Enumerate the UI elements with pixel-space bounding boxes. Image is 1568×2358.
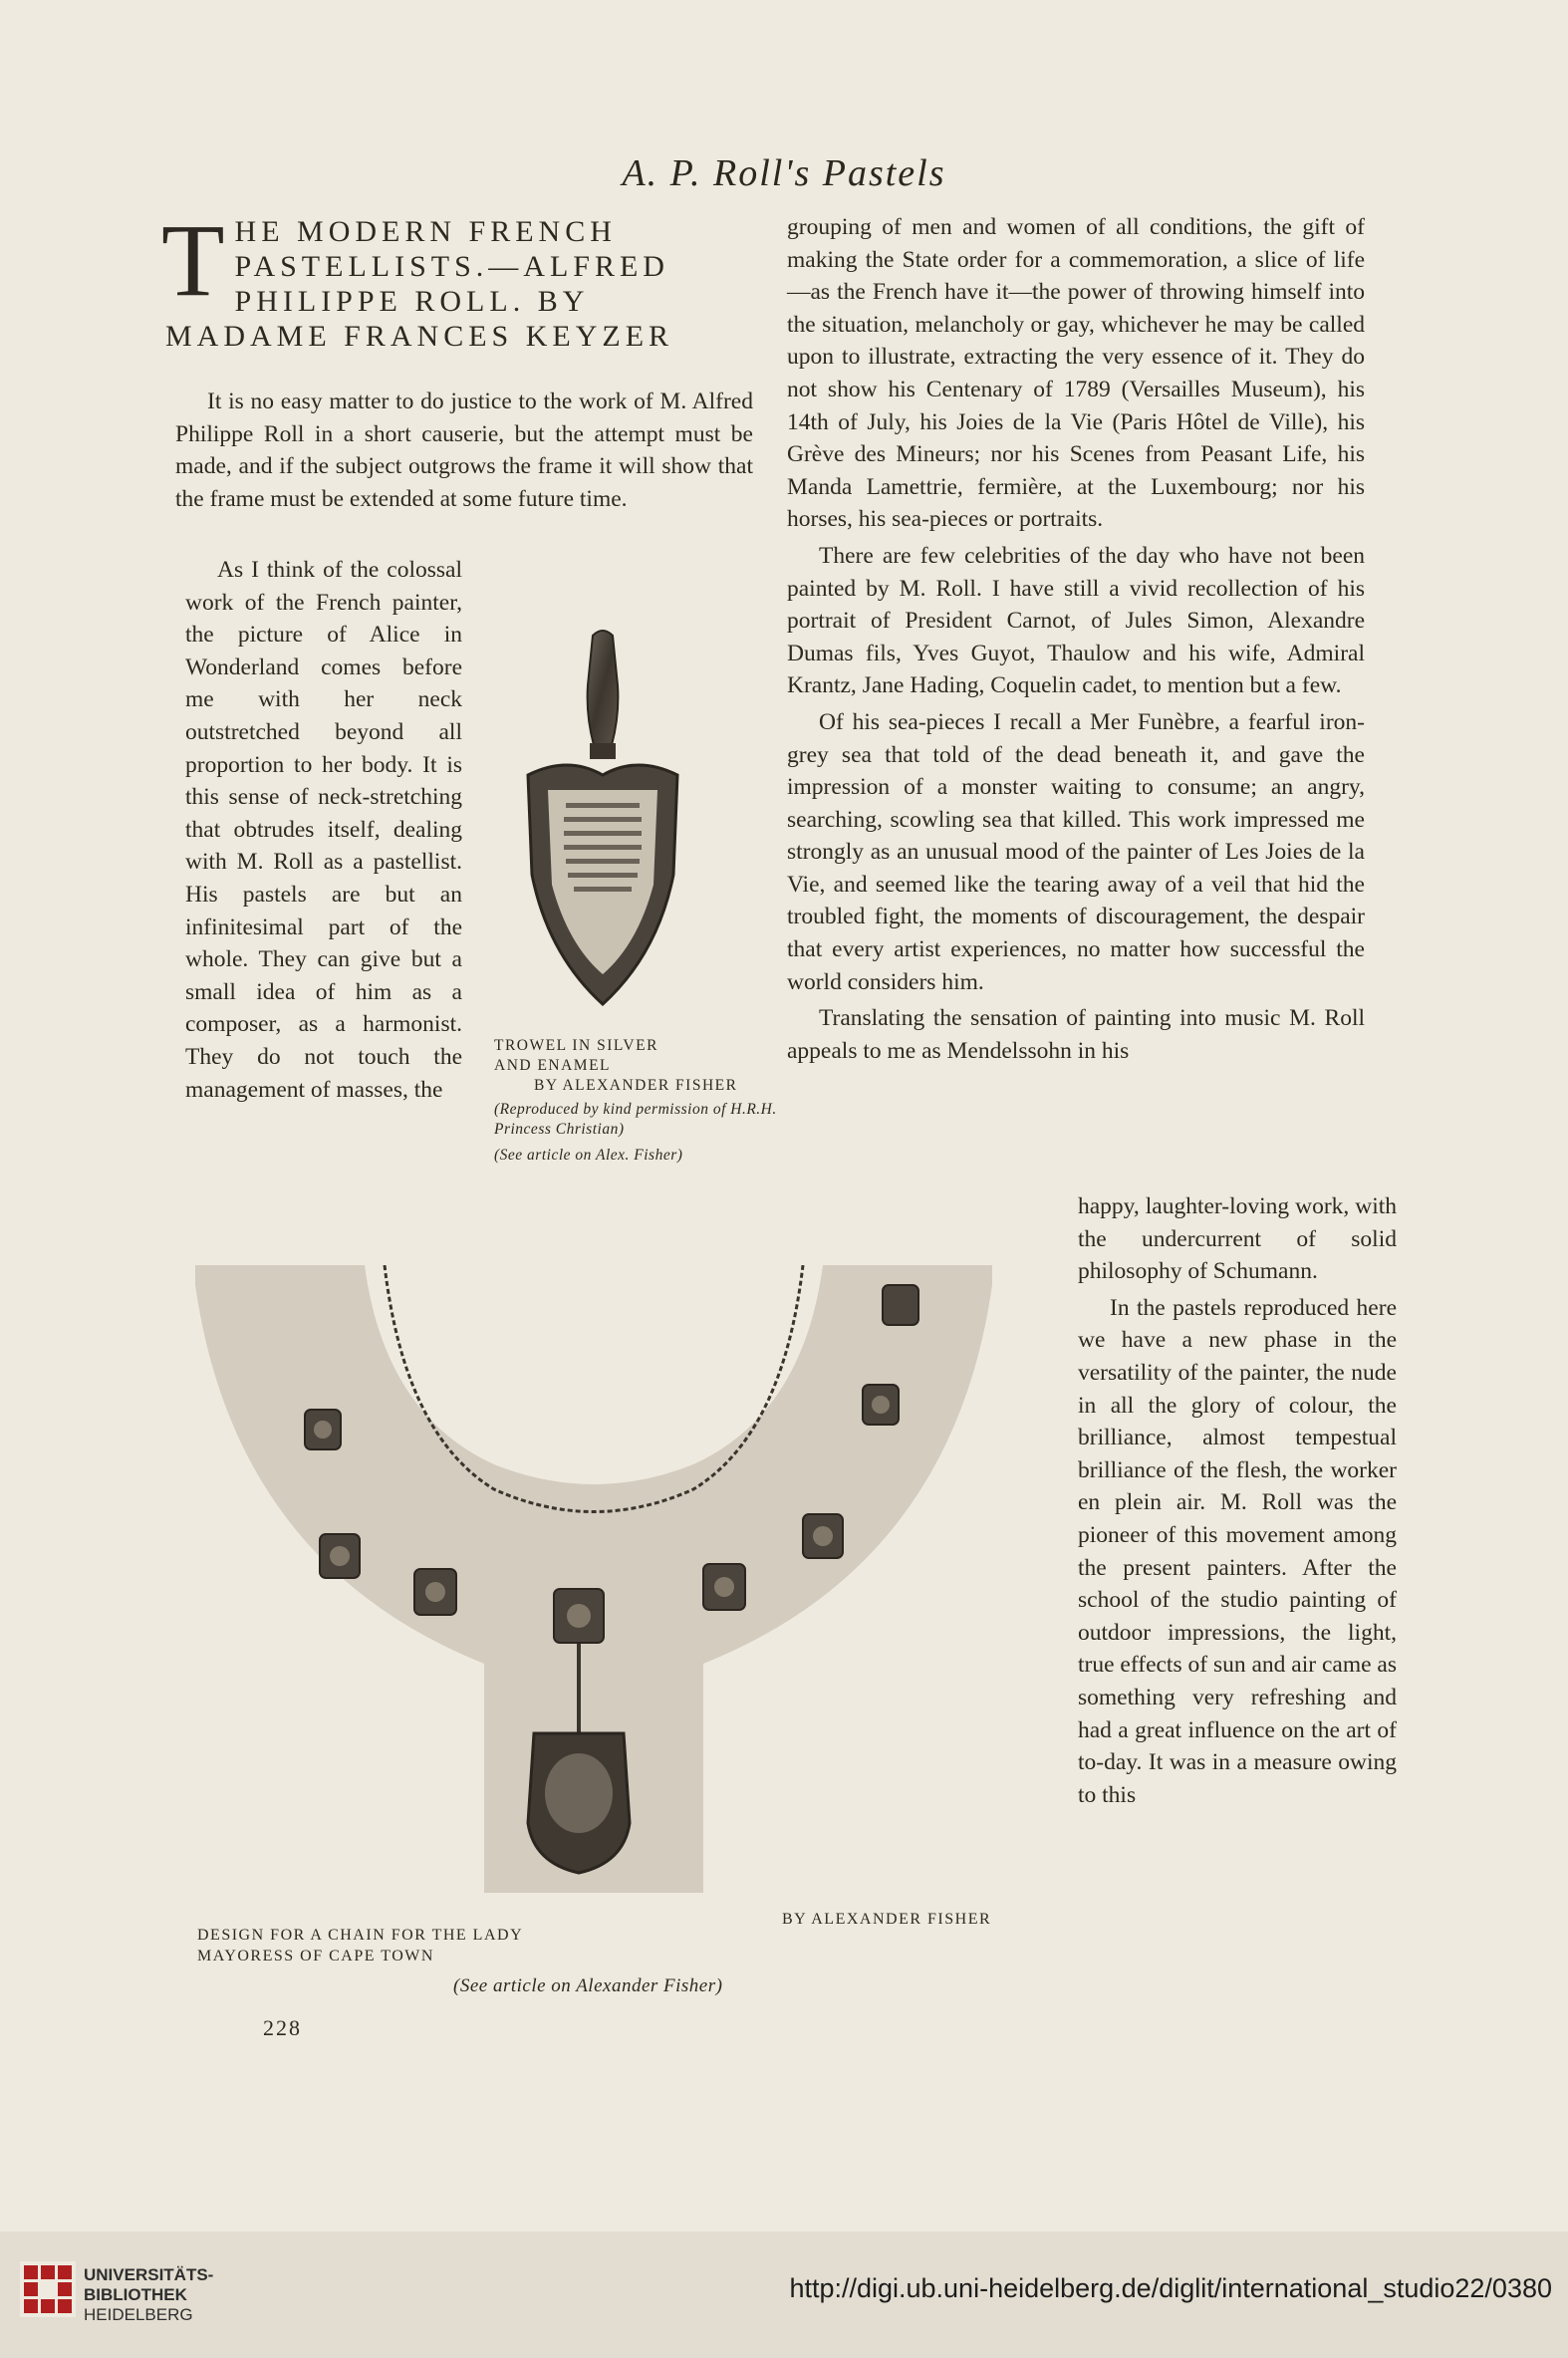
page-number: 228: [263, 2015, 302, 2040]
left-column-narrow: [185, 554, 462, 1106]
article-title: [161, 203, 753, 354]
chain-caption: DESIGN FOR A CHAIN FOR THE LADY MAYORESS OF CAPE TOWN: [197, 1927, 523, 1965]
right-column-narrow: [1078, 1190, 1397, 1811]
trowel-caption-by: BY ALEXANDER FISHER: [534, 1077, 738, 1094]
paragraph-schumann: happy, laughter-loving work, with the undercurrent of solid philosophy of Schumann.: [1078, 1193, 1397, 1285]
paragraph-music: Translating the sensation of painting into music M. Roll appeals to me as Mendelssohn in his: [787, 1005, 1365, 1064]
library-footer: [0, 2231, 1568, 2358]
paragraph-celebrities: There are few celebrities of the day who have not been painted by M. Roll. I have still a vivid recollection of his portrait of President Carnot, of Jules Simon, Alexandre Dumas fils, Yves Guyot, Thaulow and his wife, Admiral Krantz, Jane Hading, Coquelin cadet, to mention but a few.: [787, 542, 1365, 699]
trowel-illustration: [508, 626, 697, 1024]
library-name-line-3: HEIDELBERG: [84, 2305, 193, 2324]
paragraph-intro: It is no easy matter to do justice to the work of M. Alfred Philippe Roll in a short causerie, but the attempt must be made, and if the subject outgrows the frame it will show that the frame must be extended at some future time.: [175, 389, 753, 512]
library-name-line-2: BIBLIOTHEK: [84, 2285, 187, 2304]
trowel-caption: [494, 1036, 783, 1166]
source-url-link[interactable]: http://digi.ub.uni-heidelberg.de/diglit/international_studio22/0380: [789, 2273, 1552, 2303]
paragraph-sea-pieces: Of his sea-pieces I recall a Mer Funèbre, a fearful iron-grey sea that told of the dead beneath it, and gave the impression of a monster waiting to consume; an angry, searching, scowling sea that killed. This work impressed me strongly as an unusual mood of the painter of Les Joies de la Vie, and seemed like the tearing away of a veil that hid the troubled fight, the moments of discouragement, the despair that every artist experiences, no matter how successful the world considers him.: [787, 708, 1365, 995]
right-column: [787, 211, 1365, 1067]
chain-caption-see: (See article on Alexander Fisher): [453, 1975, 723, 1996]
trowel-caption-title: TROWEL IN SILVER AND ENAMEL: [494, 1037, 658, 1074]
running-head: A. P. Roll's Pastels: [622, 152, 946, 194]
left-column-intro: [175, 386, 753, 515]
trowel-caption-repro: (Reproduced by kind permission of H.R.H. Princess Christian): [494, 1101, 777, 1138]
library-name: [84, 2265, 213, 2325]
chain-illustration: [195, 1265, 992, 1893]
paragraph-pastels: In the pastels reproduced here we have a new phase in the versatility of the painter, the nude in all the glory of colour, the brilliance, almost tempestual brilliance of the flesh, the worker en plein air. M. Roll was the pioneer of this movement among the present painters. After the school of the studio painting of outdoor impressions, the light, true effects of sun and air came as something very refreshing and had a great influence on the art of to-day. It was in a measure owing to this: [1078, 1294, 1397, 1808]
drop-cap: T: [161, 203, 225, 318]
library-name-line-1: UNIVERSITÄTS-: [84, 2265, 214, 2284]
paragraph-grouping: grouping of men and women of all conditions, the gift of making the State order for a commemoration, a slice of life—as the French have it—the power of throwing himself into the situation, melancholy or gay, whichever he may be called upon to illustrate, extracting the very essence of it. They do not show his Centenary of 1789 (Versailles Museum), his 14th of July, his Joies de la Vie (Paris Hôtel de Ville), his Grève des Mineurs; nor his Scenes from Peasant Life, his Manda Lamettrie, fermière, at the Luxembourg; nor his horses, his sea-pieces or portraits.: [787, 214, 1365, 533]
paragraph-alice: As I think of the colossal work of the French painter, the picture of Alice in Wonderland comes before me with her neck outstretched beyond all proportion to her body. It is this sense of neck-stretching that obtrudes itself, dealing with M. Roll as a pastellist. His pastels are but an infinitesimal part of the whole. They can give but a small idea of him as a composer, as a harmonist. They do not touch the management of masses, the: [185, 557, 462, 1103]
library-logo-icon: [20, 2261, 76, 2317]
trowel-caption-see: (See article on Alex. Fisher): [494, 1147, 683, 1164]
chain-caption-by: BY ALEXANDER FISHER: [782, 1911, 992, 1928]
article-title-text: HE MODERN FRENCH PASTELLISTS.—ALFRED PHILIPPE ROLL. BY MADAME FRANCES KEYZER: [165, 215, 674, 353]
